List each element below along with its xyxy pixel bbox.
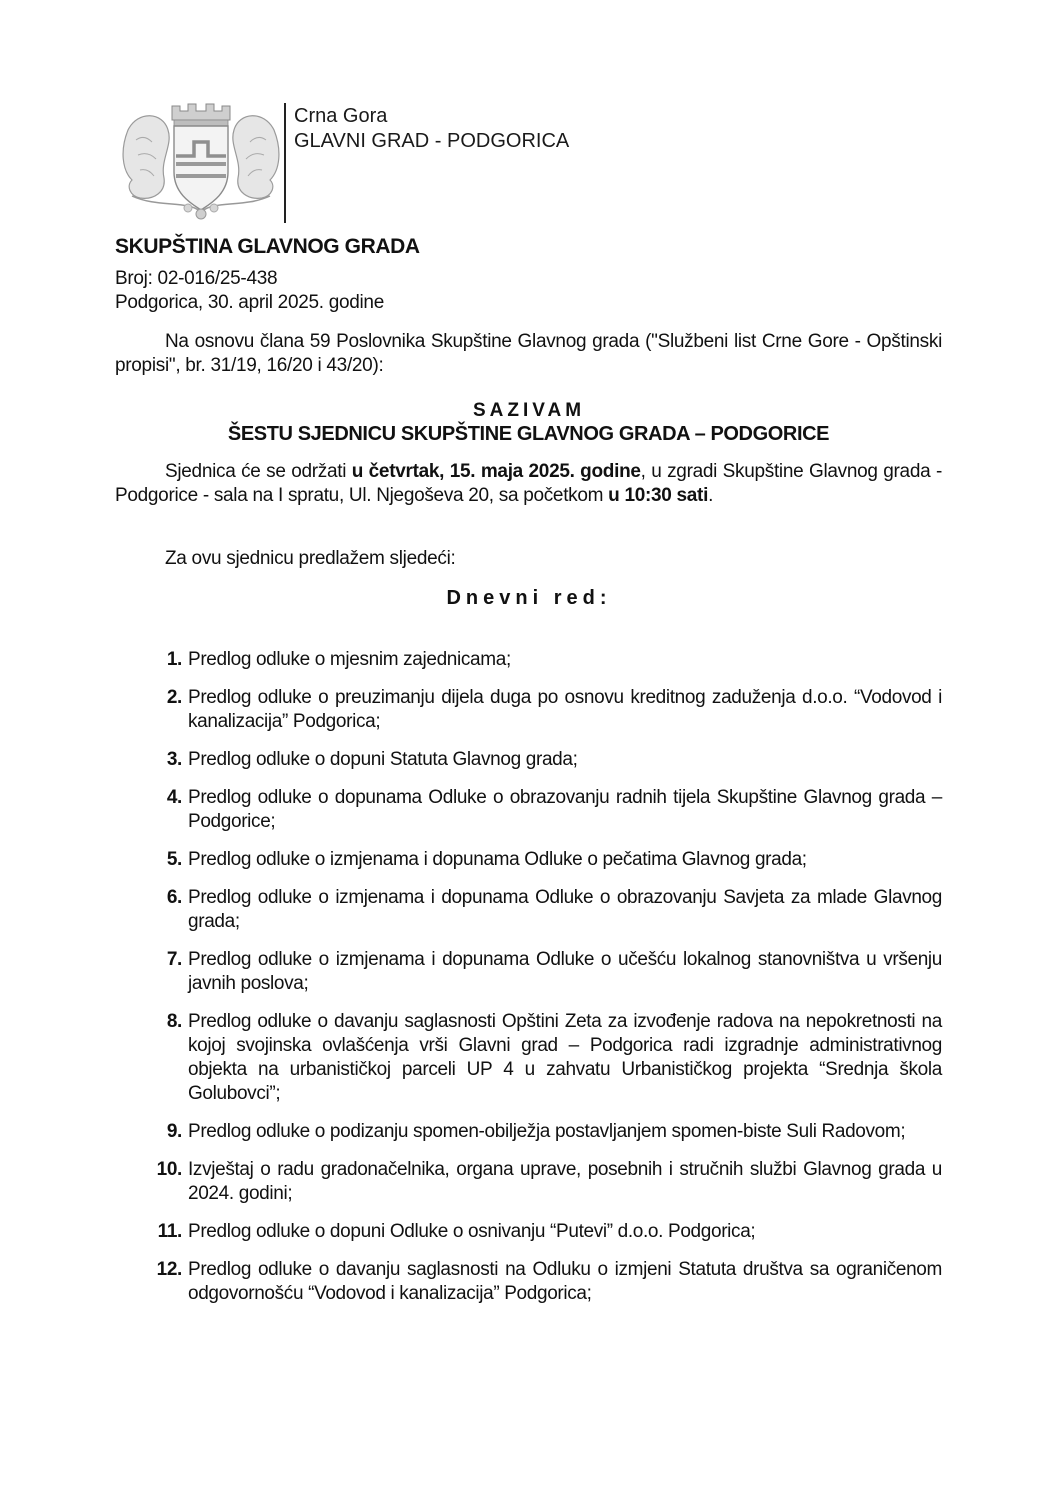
- assembly-heading: SKUPŠTINA GLAVNOG GRADA: [115, 235, 420, 258]
- agenda-item: [150, 948, 942, 996]
- agenda-item-number: 1.: [166, 649, 182, 670]
- preamble-paragraph: [115, 330, 942, 378]
- header-organization: [294, 104, 569, 154]
- agenda-item: [150, 1010, 942, 1106]
- reference-number: Broj: 02-016/25-438: [115, 268, 278, 289]
- agenda-item-text: Predlog odluke o mjesnim zajednicama;: [188, 649, 511, 670]
- session-time: u 10:30 sati: [608, 485, 709, 506]
- agenda-item-text: Predlog odluke o izmjenama i dopunama Odluke o učešću lokalnog stanovništva u vršenju javnih poslova;: [188, 949, 942, 994]
- session-title: ŠESTU SJEDNICU SKUPŠTINE GLAVNOG GRADA – PODGORICE: [227, 423, 830, 445]
- place-date: Podgorica, 30. april 2025. godine: [115, 292, 384, 313]
- proposal-intro: Za ovu sjednicu predlažem sljedeći:: [165, 548, 456, 569]
- agenda-item-number: 10.: [156, 1159, 182, 1180]
- session-intro: Sjednica će se održati: [165, 461, 352, 482]
- agenda-item-number: 3.: [166, 749, 182, 770]
- agenda-item-text: Izvještaj o radu gradonačelnika, organa uprave, posebnih i stručnih službi Glavnog grada u 2024. godini;: [188, 1159, 942, 1204]
- agenda-item-number: 7.: [166, 949, 182, 970]
- convocation-title: SAZIVAM: [472, 400, 586, 421]
- agenda-item: [150, 786, 942, 834]
- agenda-item-number: 4.: [166, 787, 182, 808]
- agenda-item: [150, 686, 942, 734]
- agenda-item-text: Predlog odluke o izmjenama i dopunama Odluke o obrazovanju Savjeta za mlade Glavnog grada;: [188, 887, 942, 932]
- session-paragraph: [115, 460, 942, 508]
- agenda-item-text: Predlog odluke o davanju saglasnosti na Odluku o izmjeni Statuta društva sa ograničenom odgovornošću “Vodovod i kanalizacija” Podgorica;: [188, 1259, 942, 1304]
- agenda-item-number: 9.: [166, 1121, 182, 1142]
- session-day: u četvrtak, 15. maja 2025. godine: [351, 461, 641, 482]
- agenda-title: Dnevni red:: [446, 587, 612, 609]
- agenda-item-text: Predlog odluke o podizanju spomen-obilježja postavljanjem spomen-biste Suli Radovom;: [188, 1121, 906, 1142]
- agenda-item-number: 8.: [166, 1011, 182, 1032]
- agenda-item-text: Predlog odluke o izmjenama i dopunama Odluke o pečatima Glavnog grada;: [188, 849, 807, 870]
- agenda-item-text: Predlog odluke o dopuni Statuta Glavnog grada;: [188, 749, 578, 770]
- agenda-item-number: 6.: [166, 887, 182, 908]
- agenda-item-number: 2.: [166, 687, 182, 708]
- preamble-text: Na osnovu člana 59 Poslovnika Skupštine Glavnog grada ("Službeni list Crne Gore - Opštinski propisi", br. 31/19, 16/20 i 43/20):: [115, 331, 942, 376]
- agenda-item-text: Predlog odluke o davanju saglasnosti Opštini Zeta za izvođenje radova na nepokretnosti na kojoj svojinska ovlašćenja vrši Glavni grad – Podgorica radi izgradnje administrativnog objekta na urbanističkoj parceli UP 4 u zahvatu Urbanističkog projekta “Srednja škola Golubovci”;: [188, 1011, 942, 1104]
- agenda-item: [150, 748, 942, 772]
- session-location: , u zgradi Skupštine Glavnog grada - Podgorice - sala na I spratu, Ul. Njegoševa 20, sa početkom: [115, 461, 942, 506]
- agenda-item-number: 12.: [156, 1259, 182, 1280]
- agenda-item: [150, 1158, 942, 1206]
- agenda-item: [150, 886, 942, 934]
- agenda-item-text: Predlog odluke o dopuni Odluke o osnivanju “Putevi” d.o.o. Podgorica;: [188, 1221, 756, 1242]
- session-end: .: [708, 485, 714, 506]
- agenda-list: [150, 648, 942, 1320]
- city-name: GLAVNI GRAD - PODGORICA: [294, 130, 570, 152]
- agenda-item: [150, 1120, 942, 1144]
- agenda-item-text: Predlog odluke o dopunama Odluke o obrazovanju radnih tijela Skupštine Glavnog grada – Podgorice;: [188, 787, 942, 832]
- reference-block: [115, 267, 384, 315]
- agenda-item: [150, 1220, 942, 1244]
- agenda-item: [150, 848, 942, 872]
- agenda-item-number: 5.: [166, 849, 182, 870]
- agenda-item: [150, 648, 942, 672]
- country-name: Crna Gora: [294, 105, 388, 127]
- agenda-item-number: 11.: [157, 1221, 182, 1242]
- agenda-item-text: Predlog odluke o preuzimanju dijela duga po osnovu kreditnog zaduženja d.o.o. “Vodovod i kanalizacija” Podgorica;: [188, 687, 942, 732]
- coat-of-arms-icon: [118, 100, 284, 220]
- header-divider: [284, 103, 286, 223]
- agenda-item: [150, 1258, 942, 1306]
